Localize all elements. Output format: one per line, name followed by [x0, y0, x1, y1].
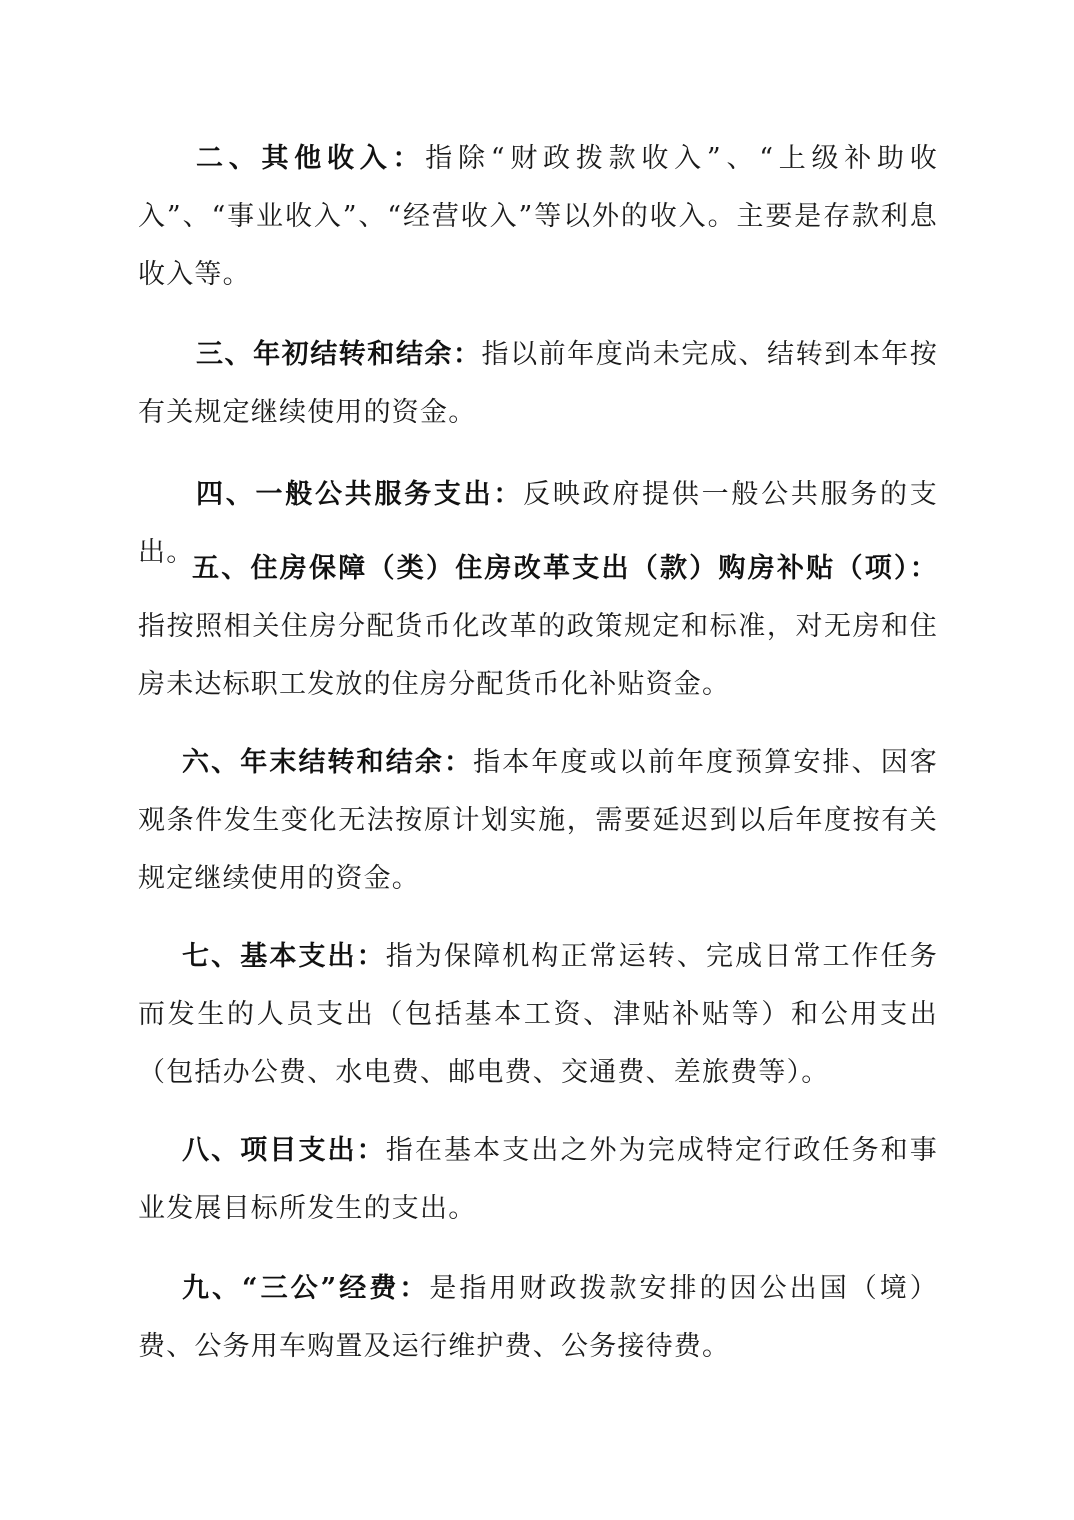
- term-description: 指本年度或以前年度预算安排、因客观条件发生变化无法按原计划实施，需要延迟到以后年度按有关规定继续使用的资金。: [138, 747, 939, 894]
- paragraph-closing-balance: [138, 734, 938, 908]
- term-description: 指除“财政拨款收入”、“上级补助收入”、“事业收入”、“经营收入”等以外的收入。主要是存款利息收入等。: [138, 143, 938, 290]
- term-description: 指按照相关住房分配货币化改革的政策规定和标准，对无房和住房未达标职工发放的住房分配货币化补贴资金。: [138, 611, 938, 700]
- term-description: 反映政府提供一般公共服务的支出。: [138, 479, 938, 568]
- term-heading: 八、项目支出：: [182, 1135, 386, 1166]
- term-heading: 四、一般公共服务支出：: [196, 479, 524, 510]
- term-heading: 六、年末结转和结余：: [182, 747, 474, 778]
- paragraph-project-expenditure: [138, 1122, 938, 1238]
- paragraph-opening-balance: [138, 326, 938, 442]
- term-heading: 七、基本支出：: [182, 941, 386, 972]
- paragraph-housing-subsidy: [138, 540, 938, 714]
- term-heading: 九、“三公”经费：: [182, 1273, 430, 1304]
- term-heading: 五、住房保障（类）住房改革支出（款）购房补贴（项）：: [192, 553, 938, 584]
- paragraph-basic-expenditure: [138, 928, 938, 1102]
- paragraph-other-income: [138, 130, 938, 304]
- term-heading: 三、年初结转和结余：: [196, 339, 482, 370]
- term-description: 是指用财政拨款安排的因公出国（境）费、公务用车购置及运行维护费、公务接待费。: [138, 1273, 938, 1362]
- term-description: 指为保障机构正常运转、完成日常工作任务而发生的人员支出（包括基本工资、津贴补贴等）和公用支出（包括办公费、水电费、邮电费、交通费、差旅费等）。: [138, 941, 938, 1088]
- term-description: 指在基本支出之外为完成特定行政任务和事业发展目标所发生的支出。: [138, 1135, 938, 1224]
- term-heading: 二、其他收入：: [196, 143, 426, 174]
- term-description: 指以前年度尚未完成、结转到本年按有关规定继续使用的资金。: [138, 339, 939, 428]
- paragraph-three-public-expenses: [138, 1260, 938, 1376]
